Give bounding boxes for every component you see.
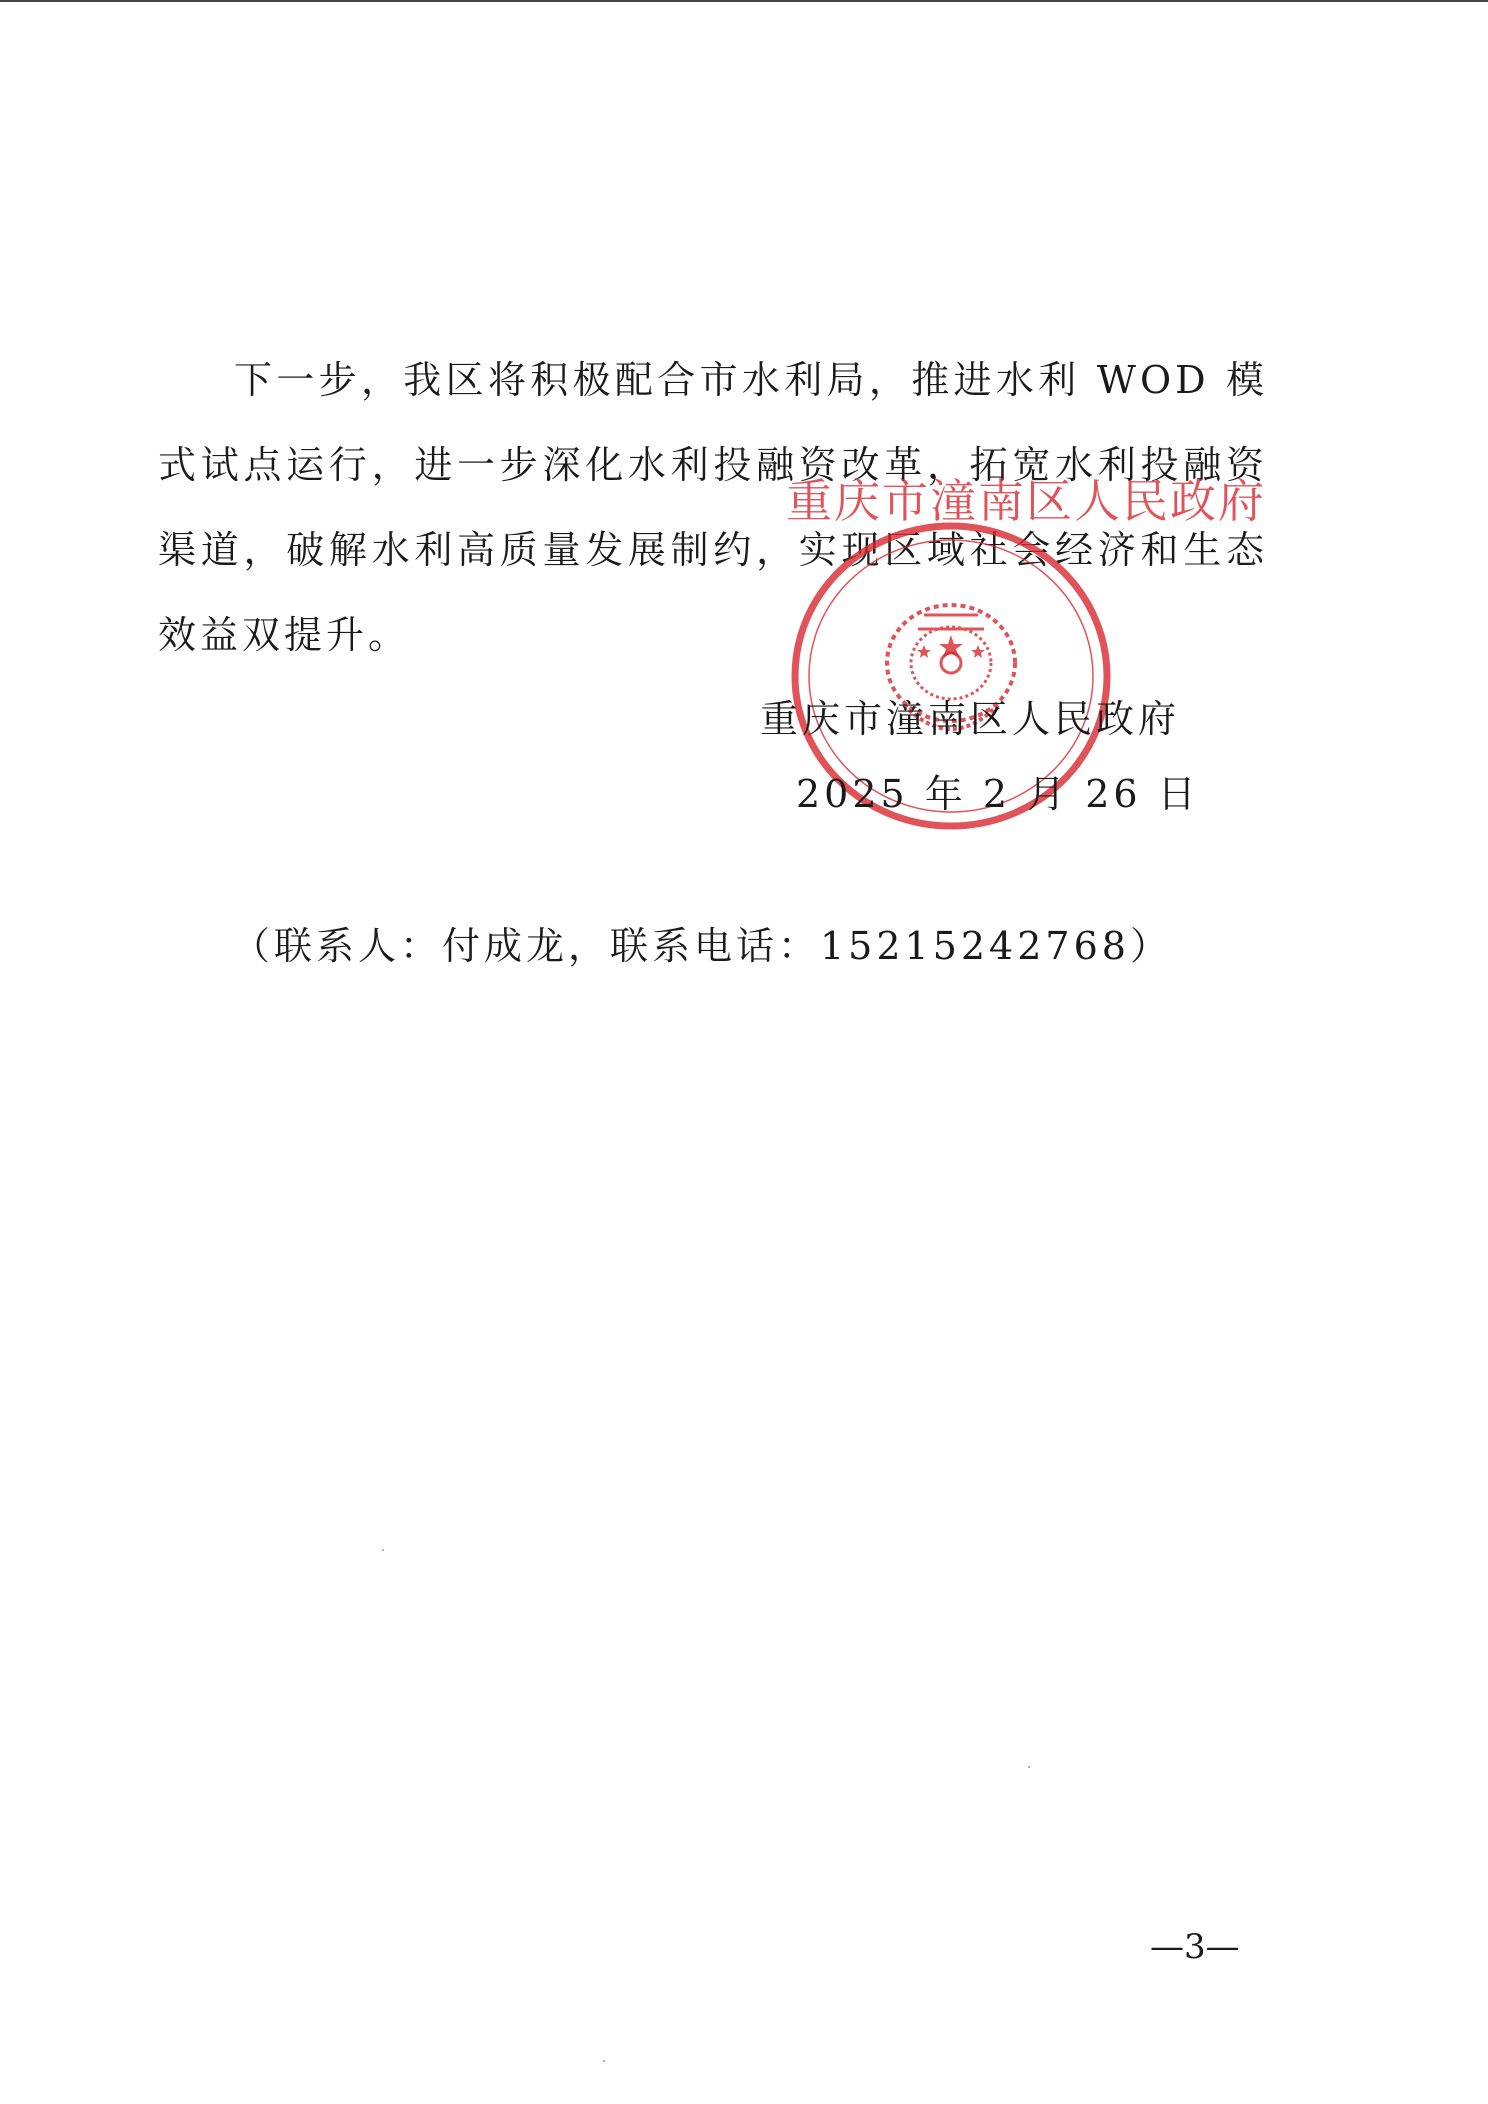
contact-information: （联系人：付成龙，联系电话：15215242768） [232, 924, 1172, 968]
seal-text: 重庆市潼南区人民政府 [786, 474, 1266, 528]
scan-speck [603, 2060, 605, 2062]
body-paragraph: 下一步，我区将积极配合市水利局，推进水利 WOD 模式试点运行，进一步深化水利投融资改革，拓宽水利投融资渠道，破解水利高质量发展制约，实现区域社会经济和生态效益双提升。 [158, 358, 1268, 657]
scan-speck [382, 1549, 384, 1551]
signature-date: 2025 年 2 月 26 日 [796, 772, 1200, 816]
scan-speck [1028, 1766, 1030, 1768]
page-top-border [0, 0, 1488, 2]
page-number: —3— [1150, 1927, 1240, 1967]
signature-organization: 重庆市潼南区人民政府 [760, 697, 1181, 741]
